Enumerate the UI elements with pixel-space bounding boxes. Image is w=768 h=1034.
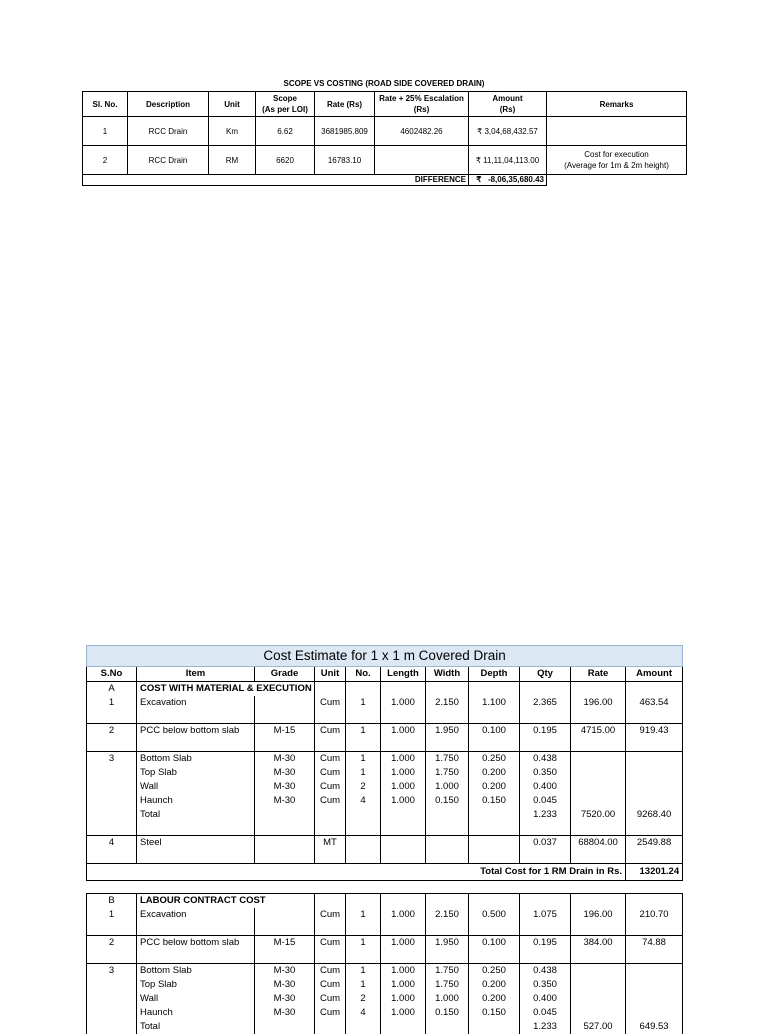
cell-rate: 4715.00 xyxy=(571,724,626,739)
cell-rate: 7520.00 xyxy=(571,808,626,822)
cell-depth: 0.250 xyxy=(469,964,520,979)
header-sl-no: Sl. No. xyxy=(83,92,128,117)
cell-grade: M-15 xyxy=(255,936,315,951)
cell-grade: M-30 xyxy=(255,752,315,767)
cell-length: 1.000 xyxy=(381,936,426,951)
table-row xyxy=(87,1020,683,1034)
cell-amount: 210.70 xyxy=(626,908,683,922)
difference-spacer xyxy=(83,175,375,186)
cell-escalation: 4602482.26 xyxy=(375,117,469,146)
header-amount xyxy=(469,92,547,117)
cell-width: 1.000 xyxy=(426,780,469,794)
cell-grade: M-30 xyxy=(255,794,315,808)
header-escalation xyxy=(375,92,469,117)
cell-width: 0.150 xyxy=(426,1006,469,1020)
cell-qty: 0.195 xyxy=(520,936,571,951)
table-row xyxy=(87,752,683,767)
header-sno: S.No xyxy=(87,667,137,682)
cell-length: 1.000 xyxy=(381,978,426,992)
header-length: Length xyxy=(381,667,426,682)
cell-remarks xyxy=(547,117,687,146)
cell-width: 0.150 xyxy=(426,794,469,808)
cell-qty: 0.195 xyxy=(520,724,571,739)
cell-no: 1 xyxy=(346,696,381,710)
remarks-line2: (Average for 1m & 2m height) xyxy=(564,161,669,170)
cell-unit: Cum xyxy=(315,1006,346,1020)
cell-depth: 0.250 xyxy=(469,752,520,767)
cell-no: 1 xyxy=(346,752,381,767)
cell-width: 1.950 xyxy=(426,936,469,951)
cell-unit: Cum xyxy=(315,724,346,739)
cell-grade: M-30 xyxy=(255,978,315,992)
cell-item: Total xyxy=(137,808,255,822)
table-row xyxy=(87,808,683,822)
scope-vs-costing-table xyxy=(82,91,687,186)
cell-sno: 3 xyxy=(87,752,137,767)
cell-depth: 0.150 xyxy=(469,794,520,808)
cell-grade xyxy=(255,908,315,922)
cell-qty: 1.233 xyxy=(520,808,571,822)
header-no: No. xyxy=(346,667,381,682)
cell-unit: Cum xyxy=(315,780,346,794)
header-remarks: Remarks xyxy=(547,92,687,117)
total-value: 13201.24 xyxy=(626,864,683,881)
cell-sno: 1 xyxy=(87,696,137,710)
cell-rate: 196.00 xyxy=(571,696,626,710)
cell-unit: Cum xyxy=(315,908,346,922)
section-label: COST WITH MATERIAL & EXECUTION xyxy=(137,682,315,697)
cell-no: 4 xyxy=(346,794,381,808)
header-amount: Amount xyxy=(626,667,683,682)
cell-qty: 0.350 xyxy=(520,978,571,992)
cell-item: Excavation xyxy=(137,696,255,710)
cell-unit: Cum xyxy=(315,794,346,808)
table-row xyxy=(87,780,683,794)
cell-rate: 196.00 xyxy=(571,908,626,922)
header-unit: Unit xyxy=(315,667,346,682)
scope-table-title: SCOPE VS COSTING (ROAD SIDE COVERED DRAIN) xyxy=(283,79,485,88)
section-code: B xyxy=(87,894,137,909)
cost-estimate-table xyxy=(86,645,683,1034)
cell-item: Wall xyxy=(137,780,255,794)
cell-amount: 919.43 xyxy=(626,724,683,739)
section-b-header xyxy=(87,894,683,909)
cell-grade: M-30 xyxy=(255,1006,315,1020)
cell-depth: 0.200 xyxy=(469,992,520,1006)
cost-table-title: Cost Estimate for 1 x 1 m Covered Drain xyxy=(87,646,683,667)
difference-blank xyxy=(547,175,687,186)
cell-description: RCC Drain xyxy=(128,117,209,146)
cell-unit: Cum xyxy=(315,936,346,951)
cell-length: 1.000 xyxy=(381,766,426,780)
cell-item: Haunch xyxy=(137,1006,255,1020)
cell-no: 1 xyxy=(346,908,381,922)
table-row xyxy=(87,908,683,922)
section-label: LABOUR CONTRACT COST xyxy=(137,894,315,909)
table-row xyxy=(87,936,683,951)
cell-remarks xyxy=(547,146,687,175)
header-depth: Depth xyxy=(469,667,520,682)
header-item: Item xyxy=(137,667,255,682)
table-row xyxy=(83,117,687,146)
header-grade: Grade xyxy=(255,667,315,682)
cell-qty: 1.075 xyxy=(520,908,571,922)
cell-depth: 0.500 xyxy=(469,908,520,922)
cell-sl-no: 1 xyxy=(83,117,128,146)
table-row xyxy=(87,794,683,808)
table-row xyxy=(87,766,683,780)
total-row xyxy=(87,864,683,881)
cell-length: 1.000 xyxy=(381,992,426,1006)
cell-length: 1.000 xyxy=(381,752,426,767)
difference-label: DIFFERENCE xyxy=(375,175,469,186)
cell-no: 1 xyxy=(346,964,381,979)
cell-width: 2.150 xyxy=(426,696,469,710)
cell-unit: Km xyxy=(209,117,256,146)
cell-item: Top Slab xyxy=(137,978,255,992)
cell-depth: 0.100 xyxy=(469,724,520,739)
cell-width: 1.000 xyxy=(426,992,469,1006)
cell-item: PCC below bottom slab xyxy=(137,724,255,739)
cell-depth: 0.200 xyxy=(469,780,520,794)
header-row xyxy=(87,667,683,682)
cell-length: 1.000 xyxy=(381,964,426,979)
cell-grade xyxy=(255,696,315,710)
header-scope-line2: (As per LOI) xyxy=(262,105,308,114)
cell-item: PCC below bottom slab xyxy=(137,936,255,951)
remarks-line1: Cost for execution xyxy=(584,150,649,159)
header-escalation-line2: (Rs) xyxy=(413,105,430,114)
cell-qty: 0.037 xyxy=(520,836,571,851)
cell-grade: M-30 xyxy=(255,766,315,780)
cell-grade: M-30 xyxy=(255,992,315,1006)
cell-unit: Cum xyxy=(315,978,346,992)
cell-qty: 0.438 xyxy=(520,964,571,979)
cell-amount: 9268.40 xyxy=(626,808,683,822)
cell-length: 1.000 xyxy=(381,794,426,808)
cell-sno: 2 xyxy=(87,724,137,739)
header-description: Description xyxy=(128,92,209,117)
cell-unit: Cum xyxy=(315,696,346,710)
cell-item: Total xyxy=(137,1020,255,1034)
cell-amount: 2549.88 xyxy=(626,836,683,851)
table-row xyxy=(87,992,683,1006)
cell-width: 1.750 xyxy=(426,964,469,979)
header-scope-line1: Scope xyxy=(272,94,297,103)
cell-width: 1.750 xyxy=(426,978,469,992)
cell-no: 4 xyxy=(346,1006,381,1020)
cell-unit: Cum xyxy=(315,752,346,767)
table-row xyxy=(87,836,683,851)
cell-item: Haunch xyxy=(137,794,255,808)
cell-qty: 0.045 xyxy=(520,1006,571,1020)
cell-length: 1.000 xyxy=(381,908,426,922)
cell-scope: 6.62 xyxy=(256,117,315,146)
table-row xyxy=(87,978,683,992)
cell-sno: 1 xyxy=(87,908,137,922)
cell-escalation xyxy=(375,146,469,175)
cell-item: Steel xyxy=(137,836,255,851)
total-label: Total Cost for 1 RM Drain in Rs. xyxy=(87,864,626,881)
cell-sl-no: 2 xyxy=(83,146,128,175)
cell-rate: 384.00 xyxy=(571,936,626,951)
cell-no: 1 xyxy=(346,936,381,951)
cell-rate: 68804.00 xyxy=(571,836,626,851)
header-amount-line1: Amount xyxy=(492,94,523,103)
cell-grade: M-15 xyxy=(255,724,315,739)
cell-unit: Cum xyxy=(315,766,346,780)
cell-no: 1 xyxy=(346,766,381,780)
cell-length: 1.000 xyxy=(381,696,426,710)
cell-width: 1.950 xyxy=(426,724,469,739)
table-row xyxy=(87,1006,683,1020)
cell-grade: M-30 xyxy=(255,964,315,979)
cell-depth: 0.200 xyxy=(469,766,520,780)
header-qty: Qty xyxy=(520,667,571,682)
cell-sno: 2 xyxy=(87,936,137,951)
table-row xyxy=(83,146,687,175)
header-scope xyxy=(256,92,315,117)
header-escalation-line1: Rate + 25% Escalation xyxy=(379,94,464,103)
table-row xyxy=(87,724,683,739)
cell-rate: 527.00 xyxy=(571,1020,626,1034)
cell-length: 1.000 xyxy=(381,724,426,739)
header-rate: Rate xyxy=(571,667,626,682)
cell-grade: M-30 xyxy=(255,780,315,794)
cell-qty: 2.365 xyxy=(520,696,571,710)
cell-length: 1.000 xyxy=(381,780,426,794)
header-unit: Unit xyxy=(209,92,256,117)
cell-width: 1.750 xyxy=(426,766,469,780)
cell-qty: 0.400 xyxy=(520,992,571,1006)
cell-amount: 649.53 xyxy=(626,1020,683,1034)
cell-qty: 0.438 xyxy=(520,752,571,767)
cell-depth: 0.200 xyxy=(469,978,520,992)
cell-unit: Cum xyxy=(315,992,346,1006)
cell-qty: 1.233 xyxy=(520,1020,571,1034)
table-row xyxy=(87,964,683,979)
cell-depth: 0.100 xyxy=(469,936,520,951)
cell-amount: 74.88 xyxy=(626,936,683,951)
cell-amount: ₹ 11,11,04,113.00 xyxy=(469,146,547,175)
cell-width: 2.150 xyxy=(426,908,469,922)
cell-qty: 0.350 xyxy=(520,766,571,780)
section-a-header xyxy=(87,682,683,697)
difference-row xyxy=(83,175,687,186)
section-code: A xyxy=(87,682,137,697)
cell-depth: 0.150 xyxy=(469,1006,520,1020)
cell-sno: 4 xyxy=(87,836,137,851)
cell-sno: 3 xyxy=(87,964,137,979)
difference-value: ₹ -8,06,35,680.43 xyxy=(469,175,547,186)
cell-length: 1.000 xyxy=(381,1006,426,1020)
cell-no: 1 xyxy=(346,724,381,739)
cell-qty: 0.045 xyxy=(520,794,571,808)
cell-item: Top Slab xyxy=(137,766,255,780)
cell-item: Bottom Slab xyxy=(137,752,255,767)
cell-no: 1 xyxy=(346,978,381,992)
cell-item: Bottom Slab xyxy=(137,964,255,979)
cell-unit: MT xyxy=(315,836,346,851)
cell-depth: 1.100 xyxy=(469,696,520,710)
cell-description: RCC Drain xyxy=(128,146,209,175)
cell-qty: 0.400 xyxy=(520,780,571,794)
header-width: Width xyxy=(426,667,469,682)
table-row xyxy=(87,696,683,710)
header-amount-line2: (Rs) xyxy=(499,105,516,114)
cell-unit: Cum xyxy=(315,964,346,979)
cell-rate: 3681985.809 xyxy=(315,117,375,146)
cell-scope: 6620 xyxy=(256,146,315,175)
cell-amount: 463.54 xyxy=(626,696,683,710)
cell-amount: ₹ 3,04,68,432.57 xyxy=(469,117,547,146)
header-rate: Rate (Rs) xyxy=(315,92,375,117)
cell-rate: 16783.10 xyxy=(315,146,375,175)
cell-width: 1.750 xyxy=(426,752,469,767)
cell-item: Wall xyxy=(137,992,255,1006)
cell-unit: RM xyxy=(209,146,256,175)
cell-no: 2 xyxy=(346,780,381,794)
cell-item: Excavation xyxy=(137,908,255,922)
cell-no: 2 xyxy=(346,992,381,1006)
